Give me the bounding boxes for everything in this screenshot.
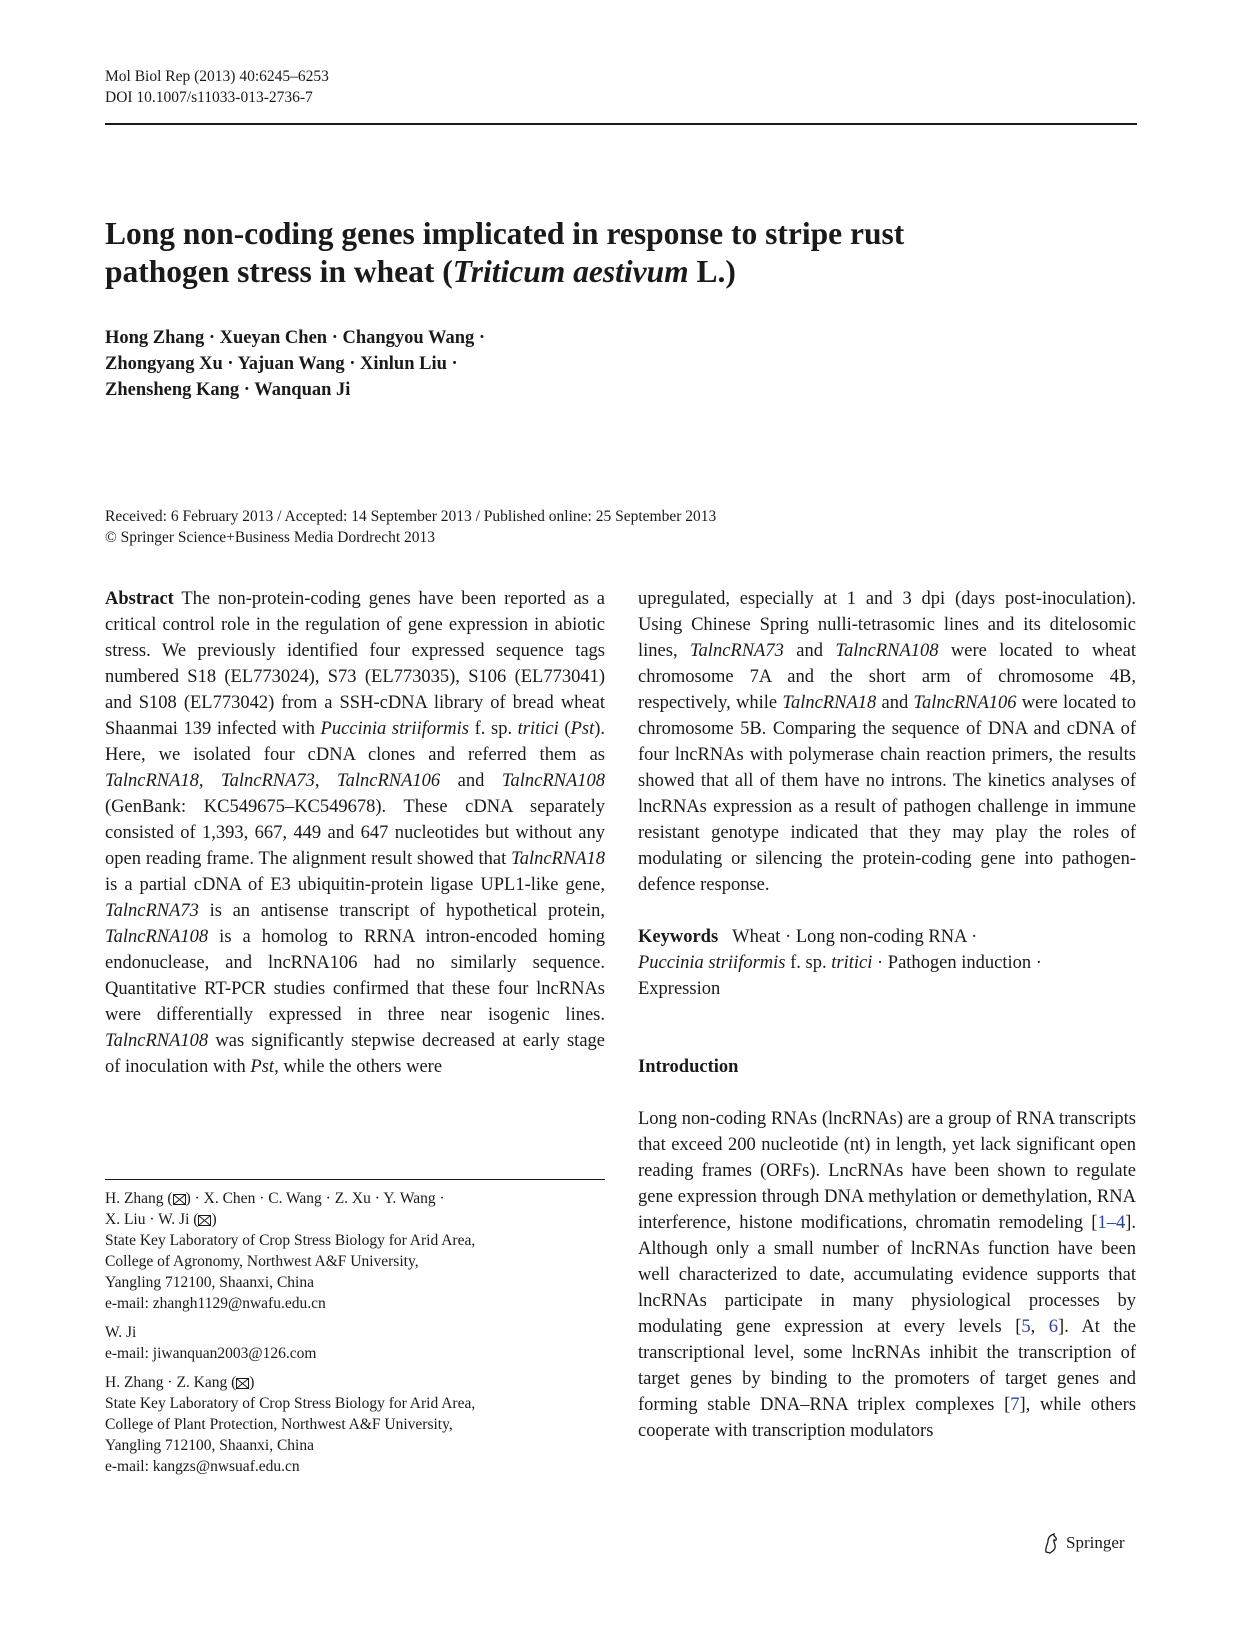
copyright-line: © Springer Science+Business Media Dordrecht 2013 [105,529,436,546]
affiliations [105,1188,605,1485]
email-link[interactable]: e-mail: jiwanquan2003@126.com [105,1345,317,1362]
received-accepted-published: Received: 6 February 2013 / Accepted: 14 September 2013 / Published online: 25 September 2013 [105,508,717,525]
citation-link[interactable]: 6 [1048,1317,1059,1337]
author-list [105,325,485,403]
citation-link[interactable]: 7 [1010,1395,1020,1415]
affiliation-1: H. Zhang ( ) · X. Chen · C. Wang · Z. Xu · Y. Wang · X. Liu · W. Ji ( ) State Key Laboratory of Crop Stress Biology for Arid Area, College of Agronomy, Northwest A&F University, Yangling 712100, Shaanxi, China e-mail: zhangh1129@nwafu.edu.cn [105,1188,605,1314]
keywords-heading: Keywords [638,927,719,947]
abstract-left-column: Abstract The non-protein-coding genes have been reported as a critical control role in the regulation of gene expression in abiotic stress. We previously identified four expressed sequence tags numbered S18 (EL773024), S73 (EL773035), S106 (EL773041) and S108 (EL773042) from a SSH-cDNA library of bread wheat Shaanmai 139 infected with Puccinia striiformis f. sp. tritici (Pst). Here, we isolated four cDNA clones and referred them as TalncRNA18, TalncRNA73, TalncRNA106 and TalncRNA108 (GenBank: KC549675–KC549678). These cDNA separately consisted of 1,393, 667, 449 and 647 nucleotides but without any open reading frame. The alignment result showed that TalncRNA18 is a partial cDNA of E3 ubiquitin-protein ligase UPL1-like gene, TalncRNA73 is an antisense transcript of hypothetical protein, TalncRNA108 is a homolog to RRNA intron-encoded homing endonuclease, and lncRNA106 had no similarly sequence. Quantitative RT-PCR studies confirmed that these four lncRNAs were differentially expressed in three near isogenic lines. TalncRNA108 was significantly stepwise decreased at early stage of inoculation with Pst, while the others were [105,589,606,1077]
abstract-heading: Abstract [105,589,174,609]
article-title [105,215,1105,291]
affiliation-3: H. Zhang · Z. Kang ( ) State Key Laboratory of Crop Stress Biology for Arid Area, College of Plant Protection, Northwest A&F University, Yangling 712100, Shaanxi, China e-mail: kangzs@nwsuaf.edu.cn [105,1372,605,1477]
introduction-text: Long non-coding RNAs (lncRNAs) are a group of RNA transcripts that exceed 200 nucleotide (nt) in length, yet lack significant open reading frames (ORFs). LncRNAs have been shown to regulate gene expression through DNA methylation or demethylation, RNA interference, histone modifications, chromatin remodeling [1–4]. Although only a small number of lncRNAs function have been well characterized to date, accumulating evidence supports that lncRNAs participate in many physiological processes by modulating gene expression at every levels [5, 6]. At the transcriptional level, some lncRNAs inhibit the transcription of target genes by binding to the promoters of target genes and forming stable DNA–RNA triplex complexes [7], while others cooperate with transcription modulators [638,1109,1137,1441]
citation-link[interactable]: 5 [1021,1317,1031,1337]
authors-line-1: Hong Zhang · Xueyan Chen · Changyou Wang · [105,328,486,348]
authors-line-2: Zhongyang Xu · Yajuan Wang · Xinlun Liu · [105,354,458,374]
title-line-1: Long non-coding genes implicated in response to stripe rust [105,216,905,251]
doi[interactable]: DOI 10.1007/s11033-013-2736-7 [105,89,313,106]
abstract-t13: upregulated, especially at 1 and 3 dpi (days post-inoculation). Using Chinese Spring nulli-tetrasomic lines and its ditelosomic lines, [638,589,1136,661]
header-rule [105,123,1137,125]
publisher-logo [1042,1532,1125,1554]
right-column [638,586,1136,1444]
introduction-heading: Introduction [638,1057,739,1077]
abstract-continuation: upregulated, especially at 1 and 3 dpi (days post-inoculation). Using Chinese Spring nulli-tetrasomic lines and its ditelosomic lines, TalncRNA73 and TalncRNA108 were located to wheat chromosome 7A and the short arm of chromosome 4B, respectively, while TalncRNA18 and TalncRNA106 were located to chromosome 5B. Comparing the sequence of DNA and cDNA of four lncRNAs with polymerase chain reaction primers, the results showed that all of them have no introns. The kinetics analyses of lncRNAs expression as a result of pathogen challenge in immune resistant genotype indicated that they may play the roles of modulating or silencing the protein-coding gene into pathogen-defence response. [638,589,1136,895]
journal-header [105,66,329,108]
email-link[interactable]: e-mail: kangzs@nwsuaf.edu.cn [105,1458,300,1475]
envelope-icon [236,1378,249,1389]
publisher-name: Springer [1066,1533,1125,1552]
species-name: Triticum aestivum [452,254,689,289]
publication-dates [105,506,716,548]
citation-link[interactable]: 1–4 [1097,1213,1126,1233]
footnote-rule [105,1179,605,1180]
abstract-split-marker: , while the others were [274,1057,443,1077]
springer-horse-icon [1042,1532,1060,1554]
title-line-2: pathogen stress in wheat (Triticum aestivum L.) [105,254,736,289]
journal-citation: Mol Biol Rep (2013) 40:6245–6253 [105,68,329,85]
email-link[interactable]: e-mail: zhangh1129@nwafu.edu.cn [105,1295,326,1312]
envelope-icon [198,1215,211,1226]
envelope-icon [173,1194,186,1205]
affiliation-2: W. Ji e-mail: jiwanquan2003@126.com [105,1322,605,1364]
keywords-block: Keywords Wheat · Long non-coding RNA · Puccinia striiformis f. sp. tritici · Pathogen induction · Expression [638,927,1042,999]
authors-line-3: Zhensheng Kang · Wanquan Ji [105,380,351,400]
